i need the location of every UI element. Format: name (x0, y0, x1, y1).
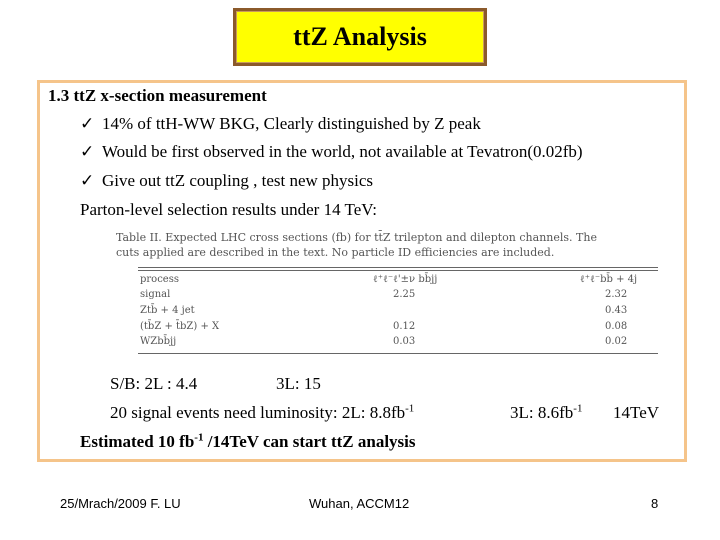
lumi-2l (110, 403, 414, 423)
sb-2l: S/B: 2L : 4.4 (110, 374, 198, 393)
estimate-line (80, 432, 416, 452)
table-caption-2: cuts applied are described in the text. No particle ID efficiencies are included. (116, 246, 555, 259)
checkmark-icon: ✓ (80, 171, 95, 190)
table-top-rule (138, 267, 658, 268)
row-value: 2.25 (393, 289, 416, 300)
bullet-1-text: 14% of ttH-WW BKG, Clearly distinguished by Z peak (102, 114, 481, 133)
lumi-3l-text: 3L: 8.6fb (510, 403, 574, 422)
estimate-sup: -1 (194, 431, 204, 444)
bullet-1 (80, 114, 481, 134)
row-process: Ztb̄ + 4 jet (140, 305, 195, 316)
row-process: signal (140, 289, 171, 300)
row-value: 0.08 (605, 321, 628, 332)
checkmark-icon: ✓ (80, 142, 95, 161)
bullet-2 (80, 142, 583, 162)
bullet-2-text: Would be first observed in the world, not available at Tevatron(0.02fb) (102, 142, 583, 161)
slide-title: ttZ Analysis (293, 22, 427, 51)
sb-3l: 3L: 15 (276, 374, 321, 393)
slide-title-box (233, 8, 487, 66)
parton-line: Parton-level selection results under 14 TeV: (80, 200, 378, 219)
header-process: process (140, 274, 179, 285)
cross-section-table (98, 227, 658, 355)
estimate-text-a: Estimated 10 fb (80, 432, 195, 451)
checkmark-icon: ✓ (80, 114, 95, 133)
header-dilepton: ℓ⁺ℓ⁻bb̄ + 4j (580, 274, 638, 285)
footer-date-author: 25/Mrach/2009 F. LU (60, 496, 181, 511)
bullet-3 (80, 171, 373, 191)
lumi-2l-text: 20 signal events need luminosity: 2L: 8.8fb (110, 403, 406, 422)
table-top-rule-2 (138, 270, 658, 271)
row-value: 2.32 (605, 289, 628, 300)
section-heading: 1.3 ttZ x-section measurement (48, 86, 267, 105)
lumi-2l-sup: -1 (405, 402, 415, 415)
header-trilepton: ℓ⁺ℓ⁻ℓ'±ν bb̄jj (373, 274, 438, 285)
footer-venue: Wuhan, ACCM12 (309, 496, 410, 511)
row-value: 0.43 (605, 305, 628, 316)
lumi-3l (510, 403, 582, 423)
bullet-3-text: Give out ttZ coupling , test new physics (102, 171, 374, 190)
lumi-energy: 14TeV (613, 403, 660, 422)
estimate-text-b: /14TeV can start ttZ analysis (203, 432, 416, 451)
row-process: (tb̄Z + t̄bZ) + X (140, 321, 220, 332)
row-value: 0.03 (393, 336, 416, 347)
table-bottom-rule (138, 353, 658, 354)
footer-page-number: 8 (651, 496, 659, 511)
row-value: 0.02 (605, 336, 628, 347)
table-caption-1: Table II. Expected LHC cross sections (fb) for tt̄Z trilepton and dilepton channels. The (116, 231, 597, 244)
row-process: WZbb̄jj (140, 336, 177, 347)
lumi-3l-sup: -1 (573, 402, 583, 415)
row-value: 0.12 (393, 321, 416, 332)
